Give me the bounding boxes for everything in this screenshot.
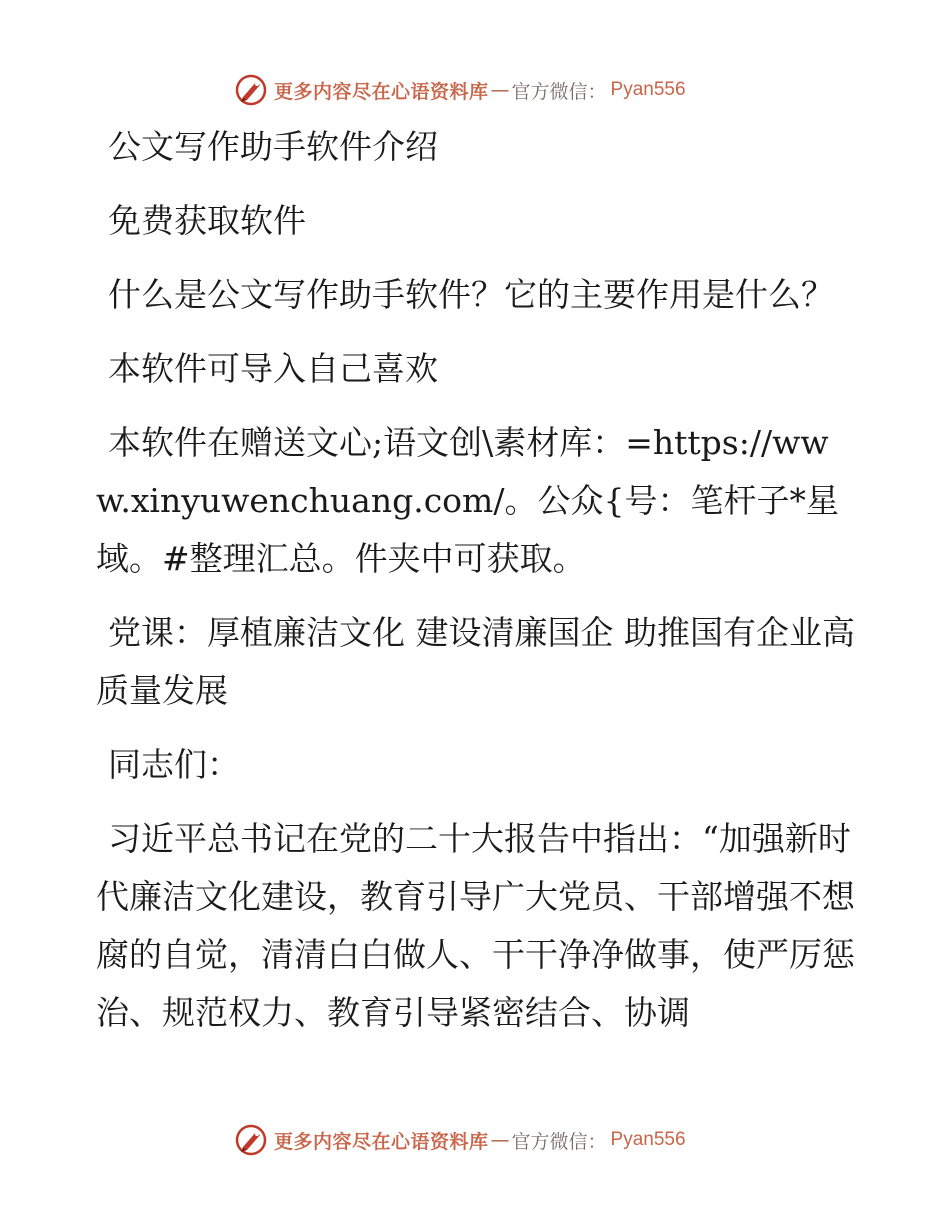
banner-wechat-label: 官方微信： <box>511 1130 607 1153</box>
banner-text: 更多内容尽在心语资料库 <box>274 1130 489 1153</box>
doc-paragraph: 免费获取软件 <box>108 201 306 240</box>
doc-paragraph: 什么是公文写作助手软件？它的主要作用是什么？ <box>108 275 834 314</box>
doc-paragraph: 同志们： <box>108 745 240 784</box>
doc-paragraph: 党课：厚植廉洁文化 建设清廉国企 助推国有企业高质量发展 <box>96 613 855 710</box>
banner-wechat-id: Pyan556 <box>610 1129 686 1150</box>
banner-wechat-id: Pyan556 <box>610 79 686 100</box>
banner-separator: — <box>490 79 510 101</box>
document-body <box>96 118 856 1042</box>
header-banner <box>234 72 686 108</box>
doc-paragraph: 本软件在赠送文心;语文创\素材库：=https://www.xinyuwenchuang.com/。公众{号：笔杆子*星域。#整理汇总。件夹中可获取。 <box>96 423 839 578</box>
pen-logo-icon <box>234 1123 268 1157</box>
footer-banner <box>234 1122 686 1158</box>
doc-title: 公文写作助手软件介绍 <box>108 127 438 166</box>
pen-logo-icon <box>234 73 268 107</box>
banner-separator: — <box>490 1129 510 1151</box>
doc-paragraph: 习近平总书记在党的二十大报告中指出：“加强新时代廉洁文化建设，教育引导广大党员、干部增强不想腐的自觉，清清白白做人、干干净净做事，使严厉惩治、规范权力、教育引导紧密结合、协调 <box>96 819 855 1032</box>
banner-text: 更多内容尽在心语资料库 <box>274 80 489 103</box>
doc-paragraph: 本软件可导入自己喜欢 <box>108 349 438 388</box>
banner-wechat-label: 官方微信： <box>511 80 607 103</box>
